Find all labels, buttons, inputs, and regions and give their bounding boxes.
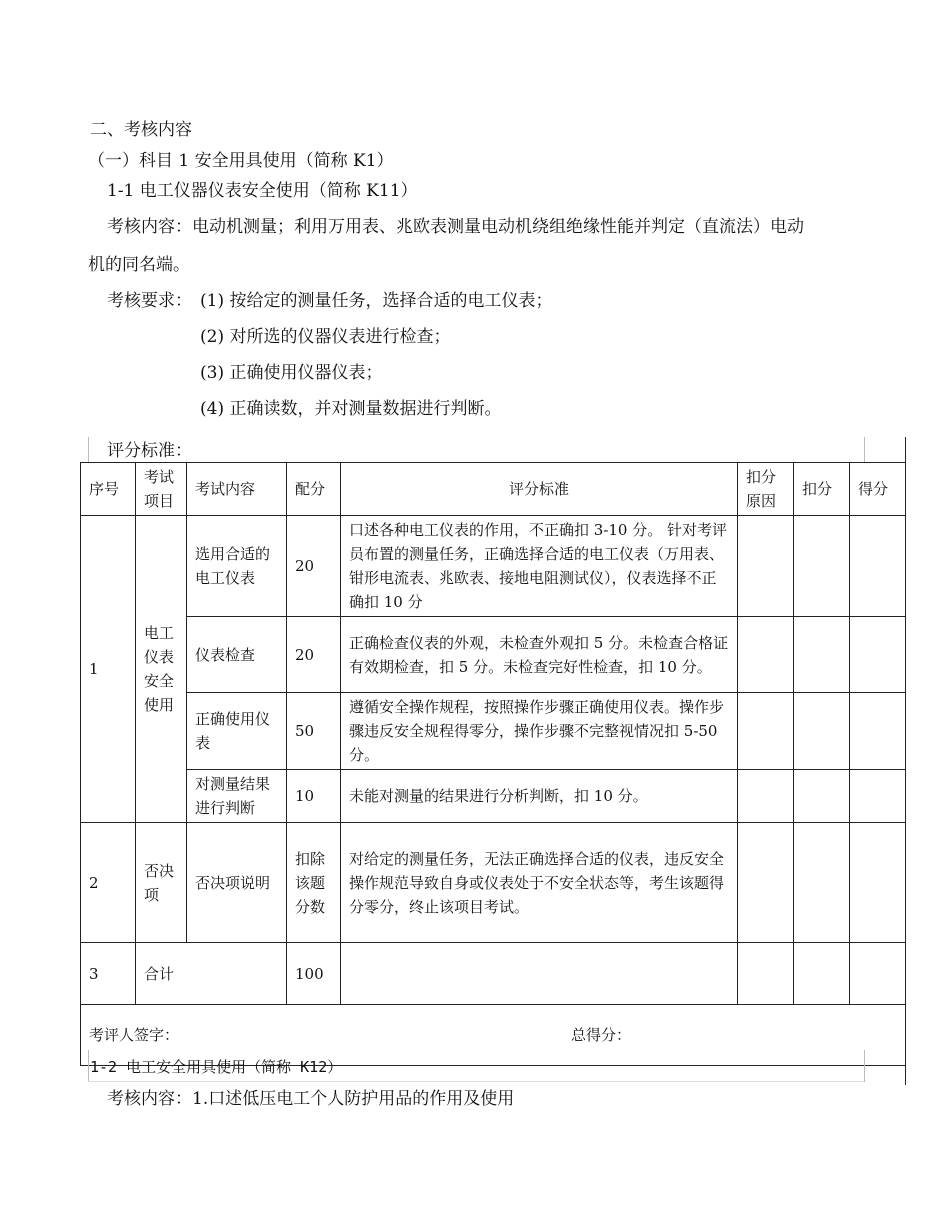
row-standard: 正确检查仪表的外观，未检查外观扣 5 分。未检查合格证有效期检查，扣 5 分。未检查完好性检查，扣 10 分。 [341, 617, 738, 693]
row-content: 选用合适的电工仪表 [187, 516, 287, 617]
page-margin-line-right-bottom [864, 1050, 865, 1082]
row-deduct-reason [738, 823, 794, 943]
criteria-label: 评分标准： [107, 441, 192, 461]
signature-label: 考评人签字： [89, 1026, 180, 1044]
requirement-item-2: (2) 对所选的仪器仪表进行检查； [200, 327, 451, 347]
subsection-k12-title: 1-2 电工安全用具使用（简称 K12） [90, 1058, 343, 1076]
section-heading: 二、考核内容 [90, 120, 192, 140]
row-score: 10 [287, 770, 341, 823]
page-margin-line-left-bottom [88, 1050, 89, 1082]
page-margin-line-right [864, 437, 865, 462]
requirement-item-3: (3) 正确使用仪器仪表； [200, 363, 383, 383]
row2-standard: 对给定的测量任务，无法正确选择合适的仪表，违反安全操作规范导致自身或仪表处于不安全状态等，考生该题得分零分，终止该项目考试。 [341, 823, 738, 943]
row-obtained [850, 693, 906, 770]
group1-item: 电工仪表安全使用 [136, 516, 187, 823]
table-row [81, 770, 906, 823]
row-deduct [794, 617, 850, 693]
row-standard: 口述各种电工仪表的作用，不正确扣 3-10 分。 针对考评员布置的测量任务，正确选择合适的电工仪表（万用表、钳形电流表、兆欧表、接地电阻测试仪），仪表选择不正确扣 10 分 [341, 516, 738, 617]
table-row [81, 823, 906, 943]
requirement-item-1: (1) 按给定的测量任务，选择合适的电工仪表； [200, 291, 553, 311]
scoring-table [80, 462, 906, 1066]
row3-score: 100 [287, 943, 341, 1005]
row-obtained [850, 617, 906, 693]
row-content: 仪表检查 [187, 617, 287, 693]
row-content: 正确使用仪表 [187, 693, 287, 770]
header-cell-content: 考试内容 [187, 463, 287, 516]
content-text-line2: 机的同名端。 [88, 255, 190, 275]
header-cell-score: 配分 [287, 463, 341, 516]
total-score-label: 总得分： [571, 1026, 632, 1044]
row-standard: 未能对测量的结果进行分析判断，扣 10 分。 [341, 770, 738, 823]
table-row [81, 516, 906, 617]
subsection-k11-title: 1-1 电工仪器仪表安全使用（简称 K11） [107, 181, 418, 201]
row-deduct [794, 693, 850, 770]
header-cell-deduct-reason: 扣分原因 [738, 463, 794, 516]
row-score: 50 [287, 693, 341, 770]
row-obtained [850, 770, 906, 823]
table-header-row [81, 463, 906, 516]
row-deduct [794, 516, 850, 617]
group1-no: 1 [81, 516, 136, 823]
table-row [81, 943, 906, 1005]
row-obtained [850, 823, 906, 943]
row-deduct-reason [738, 516, 794, 617]
row-score: 20 [287, 617, 341, 693]
row-deduct [794, 943, 850, 1005]
row-standard: 遵循安全操作规程，按照操作步骤正确使用仪表。操作步骤违反安全规程得零分，操作步骤不完整视情况扣 5-50 分。 [341, 693, 738, 770]
row-obtained [850, 516, 906, 617]
table-row [81, 617, 906, 693]
row2-content: 否决项说明 [187, 823, 287, 943]
page-margin-line-left [88, 437, 89, 462]
requirements-label: 考核要求： [107, 291, 192, 311]
row3-standard [341, 943, 738, 1005]
row-content: 对测量结果进行判断 [187, 770, 287, 823]
content12-text: 考核内容：1.口述低压电工个人防护用品的作用及使用 [107, 1089, 515, 1109]
row2-item: 否决项 [136, 823, 187, 943]
subject-title: （一）科目 1 安全用具使用（简称 K1） [88, 151, 394, 171]
row2-score: 扣除该题分数 [287, 823, 341, 943]
header-cell-no: 序号 [81, 463, 136, 516]
row-deduct-reason [738, 693, 794, 770]
row-deduct [794, 823, 850, 943]
row3-item: 合计 [136, 943, 287, 1005]
row-score: 20 [287, 516, 341, 617]
content-text-line1: 考核内容：电动机测量；利用万用表、兆欧表测量电动机绕组绝缘性能并判定（直流法）电动 [107, 217, 804, 237]
row-deduct-reason [738, 617, 794, 693]
header-cell-standard: 评分标准 [341, 463, 738, 516]
header-cell-deduct: 扣分 [794, 463, 850, 516]
header-cell-obtained: 得分 [850, 463, 906, 516]
row-deduct [794, 770, 850, 823]
header-cell-item: 考试项目 [136, 463, 187, 516]
row3-no: 3 [81, 943, 136, 1005]
row-deduct-reason [738, 943, 794, 1005]
row-deduct-reason [738, 770, 794, 823]
row-obtained [850, 943, 906, 1005]
requirement-item-4: (4) 正确读数，并对测量数据进行判断。 [200, 399, 502, 419]
table-row [81, 693, 906, 770]
page-rule [88, 1081, 864, 1082]
row2-no: 2 [81, 823, 136, 943]
